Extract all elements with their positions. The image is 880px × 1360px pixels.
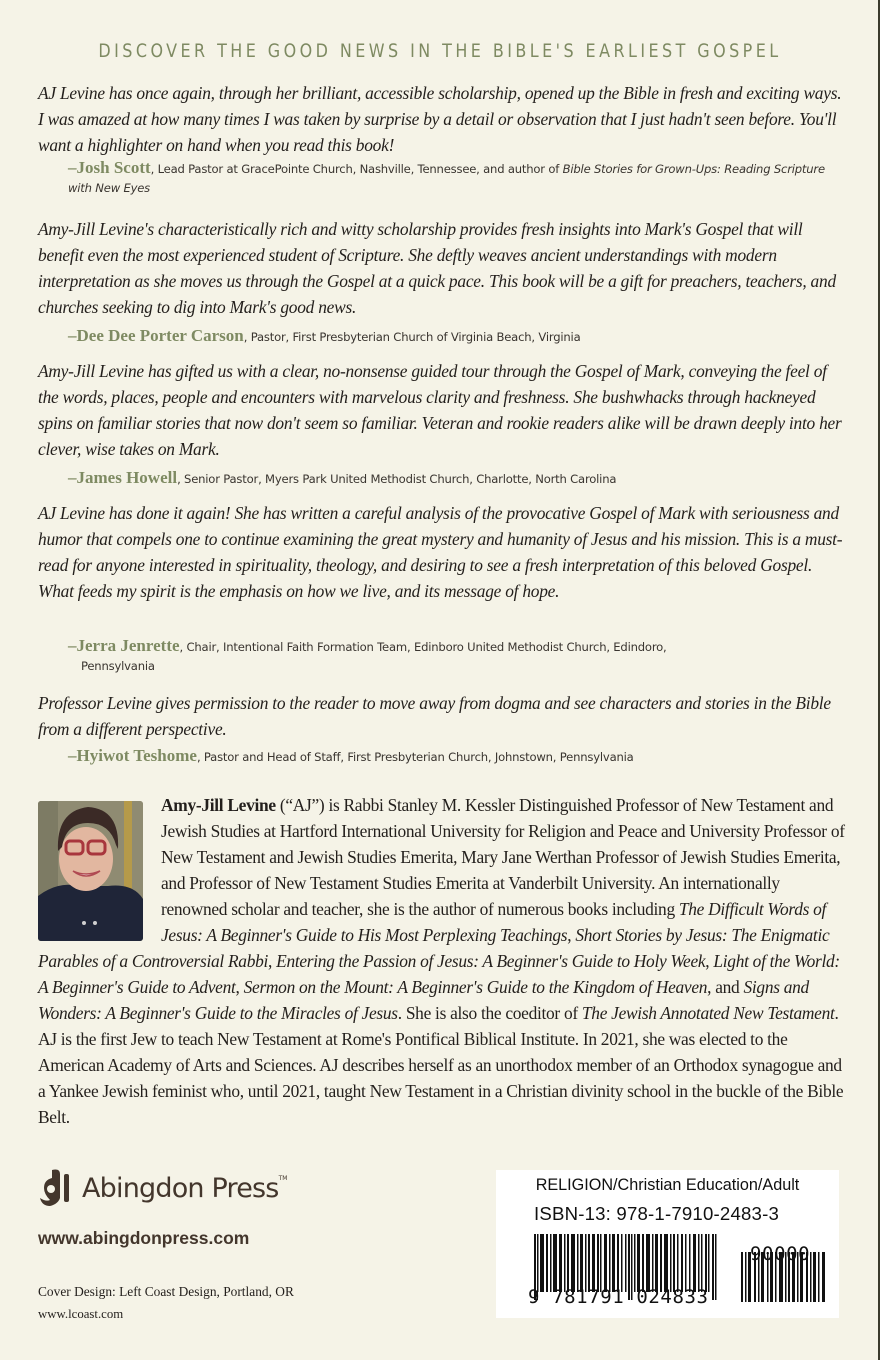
endorser-name: Jerra Jenrette	[76, 636, 180, 655]
endorser-name: Hyiwot Teshome	[76, 746, 197, 765]
bisac-category: RELIGION/Christian Education/Adult	[535, 1176, 800, 1194]
book-title: Short Stories by Jesus: The Enigmatic Parables of a Controversial Rabbi	[38, 925, 830, 971]
publisher-logo	[38, 1168, 287, 1208]
author-portrait-icon	[38, 801, 143, 941]
book-title: The Difficult Words of Jesus: A Beginner's Guide to His Most Perplexing Teachings	[161, 899, 827, 945]
isbn-label: ISBN-13: 978-1-7910-2483-3	[534, 1203, 780, 1224]
attribution-dash: –	[68, 158, 77, 177]
endorser-title: , Lead Pastor at GracePointe Church, Nashville, Tennessee, and author of Bible Stories for Grown-Ups: Reading Scripture with New Eyes	[68, 162, 825, 195]
abingdon-logo-mark-icon	[38, 1168, 80, 1208]
book-title: Entering the Passion of Jesus: A Beginner's Guide to Holy Week	[276, 951, 706, 971]
author-photo	[38, 801, 143, 941]
designer-url-link[interactable]: www.lcoast.com	[38, 1307, 124, 1321]
endorser-name: Dee Dee Porter Carson	[76, 326, 244, 345]
endorser-title: , Pastor and Head of Staff, First Presbyterian Church, Johnstown, Pennsylvania	[196, 750, 634, 764]
headline: DISCOVER THE GOOD NEWS IN THE BIBLE'S EARLIEST GOSPEL	[98, 40, 782, 62]
publisher-url-link[interactable]: www.abingdonpress.com	[38, 1228, 250, 1248]
endorsement-quote-3: Amy-Jill Levine has gifted us with a clear, no-nonsense guided tour through the Gospel of Mark, conveying the feel of the words, places, people and encounters with marvelous clarity and freshness. She bushwhacks through hackneyed spins on familiar stories that now don't seem so familiar. Veteran and rookie readers alike will be drawn deeply into her clever, wise takes on Mark.	[38, 361, 842, 459]
endorser-title: , Chair, Intentional Faith Formation Team, Edinboro United Methodist Church, Edindoro,	[179, 640, 667, 654]
endorsement-quote-1: AJ Levine has once again, through her brilliant, accessible scholarship, opened up the Bible in fresh and exciting ways. I was amazed at how many times I was taken by surprise by a detail or observation that I just hadn't seen before. You'll want a highlighter on hand when you read this book!	[38, 83, 842, 155]
endorsement-attribution-5	[68, 746, 848, 767]
book-title: Light of the World: A Beginner's Guide to Advent	[38, 951, 840, 997]
endorsement-quote-2: Amy-Jill Levine's characteristically rich and witty scholarship provides fresh insights into Mark's Gospel that will benefit even the most experienced student of Scripture. She deftly weaves ancient understandings with modern interpretation as she moves us through the Gospel at a quick pace. This book will be a gift for preachers, teachers, and churches seeking to dig into Mark's good news.	[38, 219, 836, 317]
barcode-panel	[496, 1170, 839, 1318]
barcode-price-addon: 90000	[750, 1243, 811, 1265]
author-bio: Amy-Jill Levine (“AJ”) is Rabbi Stanley M. Kessler Distinguished Professor of New Testament and Jewish Studies at Hartford International University for Religion and Peace and University Professor of New Testament and Jewish Studies Emerita, Mary Jane Werthan Professor of Jewish Studies Emerita, and Professor of New Testament Studies Emerita at Vanderbilt University. An internationally renowned scholar and teacher, she is the author of numerous books including The Difficult Words of Jesus: A Beginner's Guide to His Most Perplexing Teachings, Short Stories by Jesus: The Enigmatic Parables of a Controversial Rabbi, Entering the Passion of Jesus: A Beginner's Guide to Holy Week, Light of the World: A Beginner's Guide to Advent, Sermon on the Mount: A Beginner's Guide to the Kingdom of Heaven, and Signs and Wonders: A Beginner's Guide to the Miracles of Jesus. She is also the coeditor of The Jewish Annotated New Testament. AJ is the first Jew to teach New Testament at Rome's Pontifical Biblical Institute. In 2021, she was elected to the American Academy of Arts and Sciences. AJ describes herself as an unorthodox member of an Orthodox synagogue and a Yankee Jewish feminist who, until 2021, taught New Testament in a Christian divinity school in the buckle of the Bible Belt.	[38, 792, 848, 1130]
book-title: Signs and Wonders: A Beginner's Guide to the Miracles of Jesus	[38, 977, 809, 1023]
attribution-dash: –	[68, 746, 77, 765]
endorser-title: , Pastor, First Presbyterian Church of Virginia Beach, Virginia	[243, 330, 581, 344]
endorsement-attribution-3	[68, 468, 848, 489]
trademark: TM	[278, 1174, 288, 1182]
endorser-title-continued: Pennsylvania	[81, 659, 155, 673]
attribution-dash: –	[68, 468, 77, 487]
endorser-book-title: Bible Stories for Grown-Ups: Reading Scripture with New Eyes	[68, 162, 825, 195]
endorsement-attribution-4	[68, 636, 848, 676]
endorsement-attribution-2	[68, 326, 848, 347]
attribution-dash: –	[68, 326, 77, 345]
endorser-name: James Howell	[76, 468, 178, 487]
barcode-digits: 9 781791 024833	[528, 1286, 709, 1308]
endorser-title: , Senior Pastor, Myers Park United Methodist Church, Charlotte, North Carolina	[177, 472, 617, 486]
publisher-name: Abingdon Press	[82, 1172, 279, 1204]
book-title: Sermon on the Mount: A Beginner's Guide to the Kingdom of Heaven	[243, 977, 708, 997]
endorsement-quote-4: AJ Levine has done it again! She has written a careful analysis of the provocative Gospel of Mark with seriousness and humor that compels one to continue examining the great mystery and humanity of Jesus and his mission. This is a must-read for anyone interested in spirituality, theology, and desiring to see a fresh interpretation of this beloved Gospel. What feeds my spirit is the emphasis on how we live, and its message of hope.	[38, 503, 843, 601]
endorsement-attribution-1	[68, 158, 848, 198]
attribution-dash: –	[68, 636, 77, 655]
cover-design-credit: Cover Design: Left Coast Design, Portland, OR	[38, 1284, 294, 1299]
endorser-name: Josh Scott	[76, 158, 151, 177]
endorsement-quote-5: Professor Levine gives permission to the reader to move away from dogma and see characters and stories in the Bible from a different perspective.	[38, 693, 831, 739]
book-title: The Jewish Annotated New Testament	[581, 1003, 835, 1023]
author-name: Amy-Jill Levine	[161, 795, 276, 815]
